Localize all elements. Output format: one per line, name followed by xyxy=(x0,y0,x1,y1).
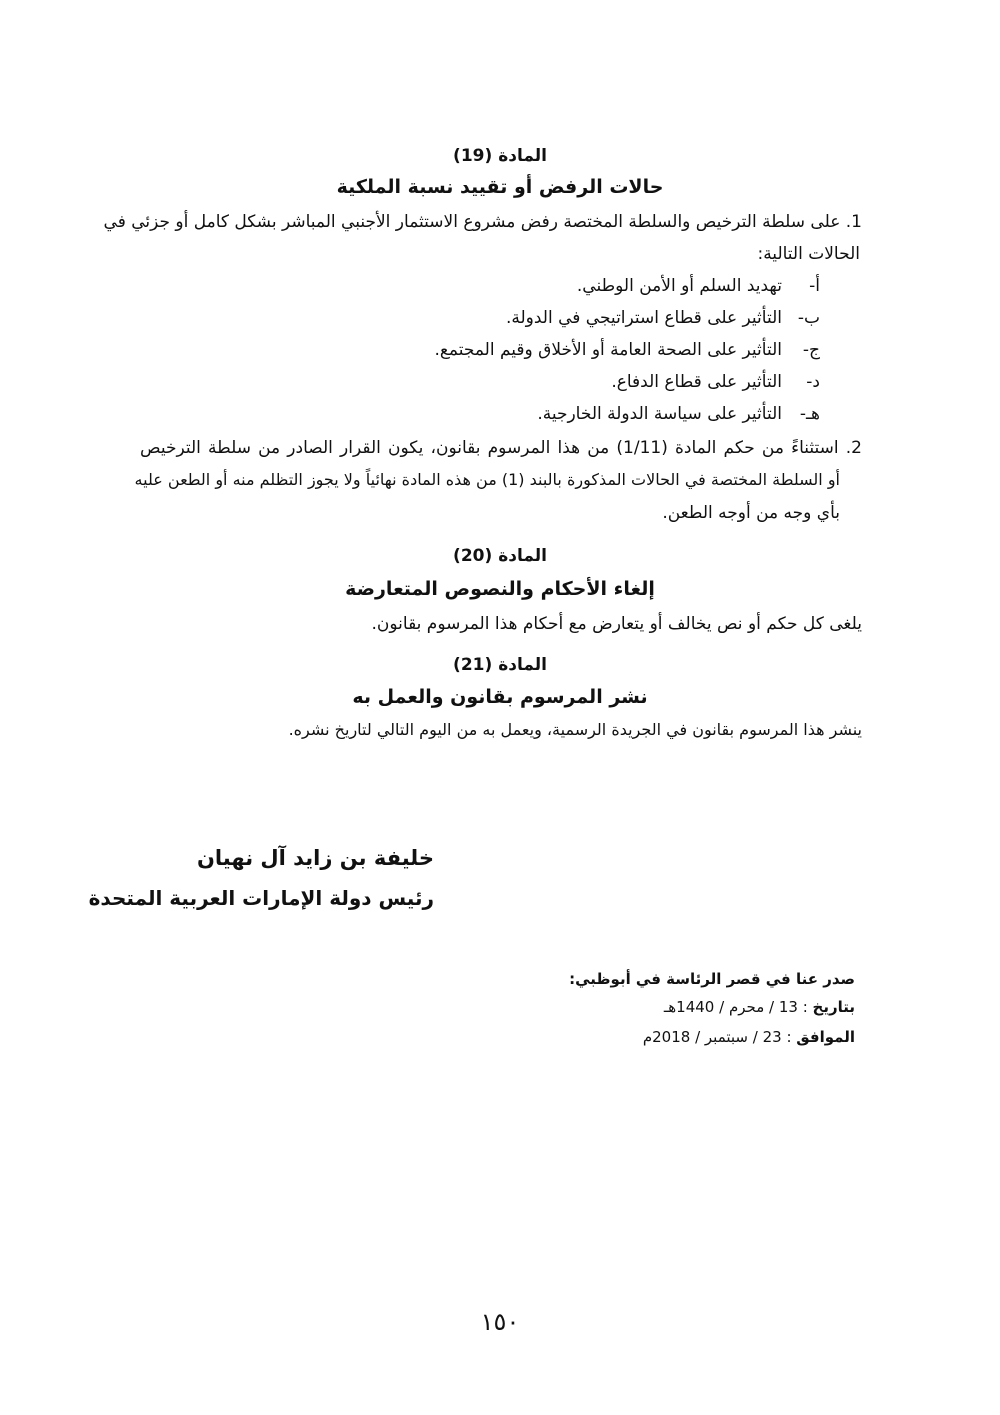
list-item-letter: ج- xyxy=(802,340,820,360)
article-20-number: المادة (20) xyxy=(453,546,547,566)
list-item-text: التأثير على قطاع الدفاع. xyxy=(611,372,782,392)
gregorian-label: الموافق xyxy=(796,1028,855,1046)
issuance-gregorian-row xyxy=(643,1028,855,1046)
list-item-text: تهديد السلم أو الأمن الوطني. xyxy=(576,276,782,296)
list-item xyxy=(577,276,820,296)
article-21-number: المادة (21) xyxy=(453,655,547,675)
hijri-date: : 13 / محرم / 1440هـ xyxy=(663,998,808,1016)
article-19-clause-1-line-2: الحالات التالية: xyxy=(757,244,860,264)
list-item-text: التأثير على الصحة العامة أو الأخلاق وقيم المجتمع. xyxy=(434,340,782,360)
list-item-letter: د- xyxy=(806,372,820,392)
list-item-letter: هـ- xyxy=(799,404,820,424)
article-19-clause-2-line-1: 2. استثناءً من حكم المادة (1/11) من هذا المرسوم بقانون، يكون القرار الصادر من سلطة الترخيص xyxy=(140,438,862,458)
list-item-letter: ب- xyxy=(797,308,820,328)
article-19-title: حالات الرفض أو تقييد نسبة الملكية xyxy=(336,176,664,198)
article-21-body: ينشر هذا المرسوم بقانون في الجريدة الرسمية، ويعمل به من اليوم التالي لتاريخ نشره. xyxy=(288,720,862,739)
list-item xyxy=(434,340,820,360)
list-item xyxy=(506,308,820,328)
article-20-body: يلغى كل حكم أو نص يخالف أو يتعارض مع أحكام هذا المرسوم بقانون. xyxy=(371,614,862,634)
article-20-title: إلغاء الأحكام والنصوص المتعارضة xyxy=(345,578,655,600)
issuance-place: صدر عنا في قصر الرئاسة في أبوظبي: xyxy=(569,970,855,988)
gregorian-date: : 23 / سبتمبر / 2018م xyxy=(642,1028,792,1046)
list-item-letter: أ- xyxy=(809,276,820,296)
hijri-label: بتاريخ xyxy=(812,998,855,1016)
signature-name: خليفة بن زايد آل نهيان xyxy=(196,846,434,870)
list-item xyxy=(537,404,820,424)
signature-title: رئيس دولة الإمارات العربية المتحدة xyxy=(88,886,434,910)
article-21-title: نشر المرسوم بقانون والعمل به xyxy=(352,686,648,708)
article-19-number: المادة (19) xyxy=(453,146,547,166)
article-19-clause-1-line-1: 1. على سلطة الترخيص والسلطة المختصة رفض مشروع الاستثمار الأجنبي المباشر بشكل كامل أو جزئي في xyxy=(103,212,862,232)
article-19-clause-2-line-3: بأي وجه من أوجه الطعن. xyxy=(662,503,840,523)
article-19-clause-2-line-2: أو السلطة المختصة في الحالات المذكورة بالبند (1) من هذه المادة نهائياً ولا يجوز التظلم منه أو الطعن عليه xyxy=(134,470,840,489)
page-number: ١٥٠ xyxy=(480,1308,520,1336)
list-item-text: التأثير على قطاع استراتيجي في الدولة. xyxy=(505,308,782,328)
list-item-text: التأثير على سياسة الدولة الخارجية. xyxy=(537,404,782,424)
list-item xyxy=(611,372,820,392)
issuance-hijri-row xyxy=(664,998,855,1016)
